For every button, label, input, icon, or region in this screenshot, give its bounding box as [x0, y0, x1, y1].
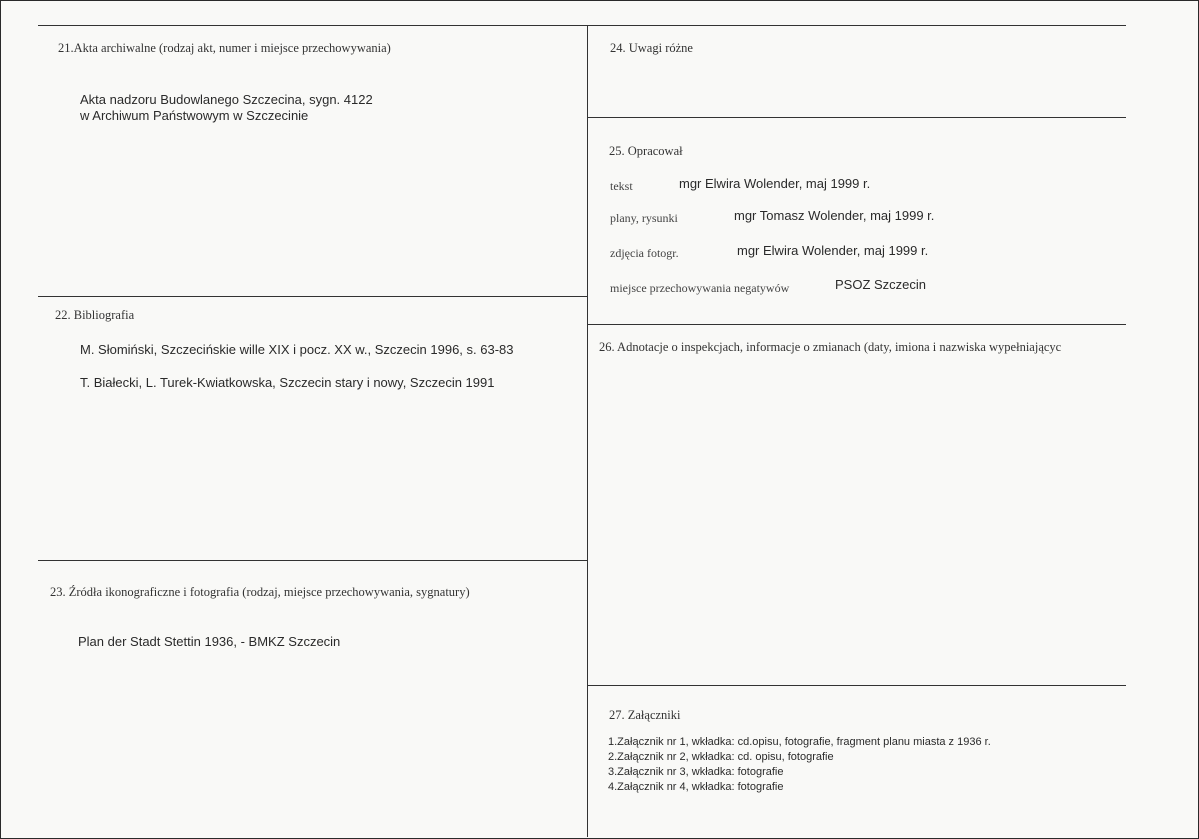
opracowal-label-zdjecia: zdjęcia fotogr.: [610, 246, 679, 260]
attachment-item-2: 2.Załącznik nr 2, wkładka: cd. opisu, fotografie: [608, 751, 834, 763]
opracowal-label-negatywy: miejsce przechowywania negatywów: [610, 281, 790, 295]
section-21-heading: 21.Akta archiwalne (rodzaj akt, numer i miejsce przechowywania): [58, 41, 391, 55]
section-21-line-2: w Archiwum Państwowym w Szczecinie: [80, 108, 309, 123]
attachment-item-3: 3.Załącznik nr 3, wkładka: fotografie: [608, 766, 784, 778]
opracowal-label-plany: plany, rysunki: [610, 211, 678, 225]
section-26-heading: 26. Adnotacje o inspekcjach, informacje o zmianach (daty, imiona i nazwiska wypełniającyc: [599, 340, 1062, 354]
opracowal-value-zdjecia: mgr Elwira Wolender, maj 1999 r.: [737, 243, 929, 258]
section-21-line-1: Akta nadzoru Budowlanego Szczecina, sygn. 4122: [80, 92, 373, 107]
opracowal-value-negatywy: PSOZ Szczecin: [835, 277, 927, 292]
divider-26-27: [587, 685, 1126, 686]
section-25-heading: 25. Opracował: [609, 144, 683, 158]
section-24-heading: 24. Uwagi różne: [610, 41, 693, 55]
opracowal-value-plany: mgr Tomasz Wolender, maj 1999 r.: [734, 208, 935, 223]
divider-22-23: [38, 560, 587, 561]
section-27-heading: 27. Załączniki: [609, 708, 681, 722]
divider-24-25: [587, 117, 1126, 118]
opracowal-value-tekst: mgr Elwira Wolender, maj 1999 r.: [679, 176, 871, 191]
bibliography-item-1: M. Słomiński, Szczecińskie wille XIX i pocz. XX w., Szczecin 1996, s. 63-83: [80, 342, 514, 357]
bibliography-item-2: T. Białecki, L. Turek-Kwiatkowska, Szczecin stary i nowy, Szczecin 1991: [80, 375, 495, 390]
section-22-heading: 22. Bibliografia: [55, 308, 135, 322]
section-23-text: Plan der Stadt Stettin 1936, - BMKZ Szczecin: [78, 634, 341, 649]
center-divider: [587, 25, 588, 837]
divider-25-26: [587, 324, 1126, 325]
opracowal-label-tekst: tekst: [610, 179, 633, 193]
section-23-heading: 23. Źródła ikonograficzne i fotografia (rodzaj, miejsce przechowywania, sygnatury): [50, 585, 470, 599]
attachment-item-1: 1.Załącznik nr 1, wkładka: cd.opisu, fotografie, fragment planu miasta z 1936 r.: [608, 736, 991, 748]
divider-21-22: [38, 296, 587, 297]
attachment-item-4: 4.Załącznik nr 4, wkładka: fotografie: [608, 781, 784, 793]
top-rule: [38, 25, 1126, 26]
